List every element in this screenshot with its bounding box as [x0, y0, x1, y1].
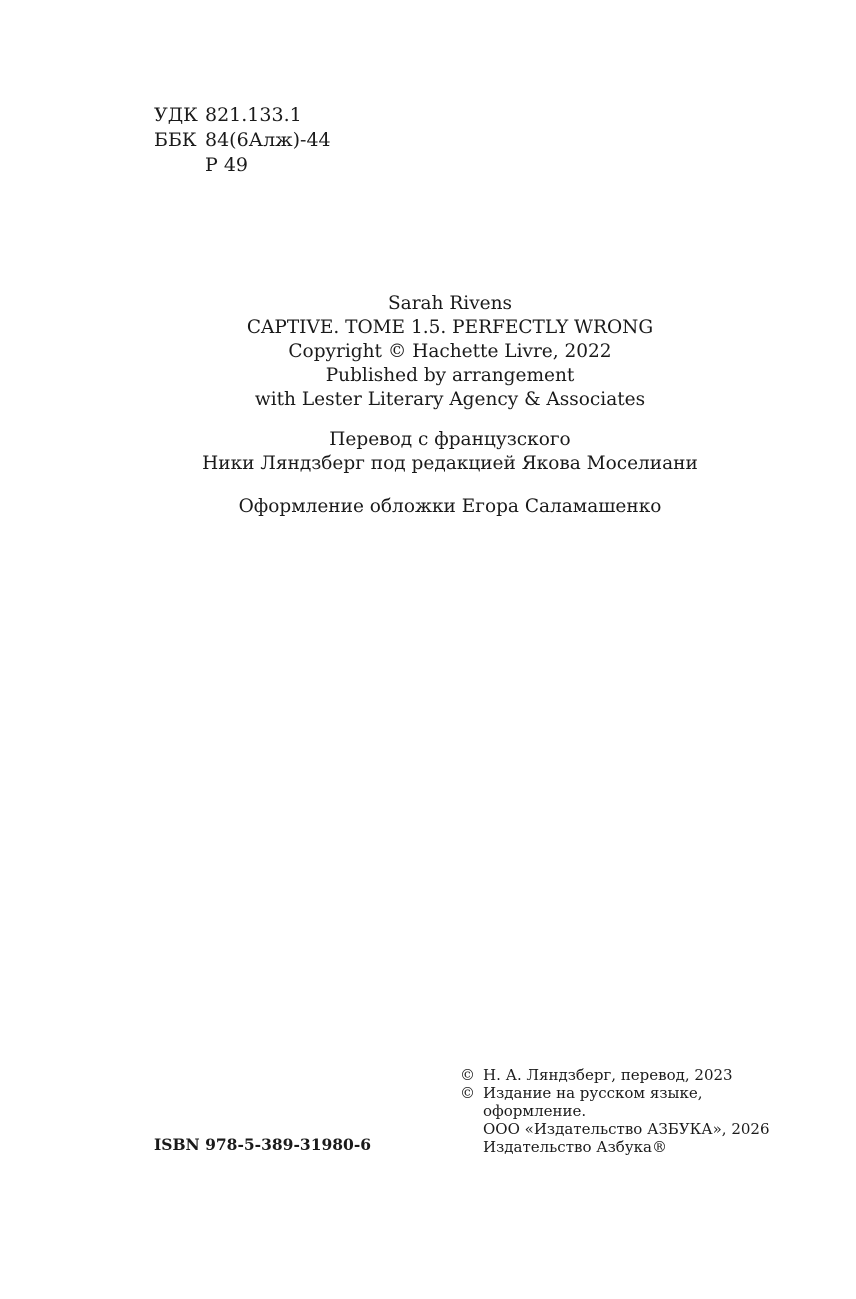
original-copyright: Copyright © Hachette Livre, 2022	[288, 341, 612, 362]
author-mark-row	[154, 153, 331, 178]
bbk-row	[154, 128, 331, 153]
udk-label: УДК	[154, 104, 198, 126]
translation-line-2: Ники Ляндзберг под редакцией Якова Моселиани	[202, 453, 698, 474]
udk-row	[154, 103, 331, 128]
copyright-sign: ©	[460, 1084, 475, 1102]
cover-design-line: Оформление обложки Егора Саламашенко	[238, 496, 662, 517]
bbk-value: 84(6Алж)-44	[205, 129, 331, 151]
original-edition-credits	[0, 292, 856, 412]
udk-value: 821.133.1	[205, 104, 302, 126]
edition-copyright-row	[460, 1084, 770, 1102]
cover-credits	[0, 495, 856, 519]
copyright-sign: ©	[460, 1066, 475, 1084]
translation-credits	[0, 428, 856, 476]
translation-line-1: Перевод с французского	[329, 429, 571, 450]
arrangement-line-2: with Lester Literary Agency & Associates	[254, 389, 646, 410]
original-title: CAPTIVE. TOME 1.5. PERFECTLY WRONG	[246, 317, 654, 338]
translation-copyright: Н. А. Ляндзберг, перевод, 2023	[483, 1066, 733, 1084]
bbk-label: ББК	[154, 129, 197, 151]
original-author: Sarah Rivens	[387, 293, 513, 314]
imprint-line: Издательство Азбука®	[483, 1138, 667, 1156]
edition-line-2: оформление.	[483, 1102, 587, 1120]
edition-line-1: Издание на русском языке,	[483, 1084, 703, 1102]
translation-copyright-row	[460, 1066, 770, 1084]
copyright-block	[460, 1066, 770, 1156]
isbn: ISBN 978-5-389-31980-6	[154, 1135, 372, 1154]
author-mark: Р 49	[205, 154, 249, 176]
classification-block	[154, 103, 331, 178]
arrangement-line-1: Published by arrangement	[325, 365, 575, 386]
publisher-line: ООО «Издательство АЗБУКА», 2026	[483, 1120, 770, 1138]
